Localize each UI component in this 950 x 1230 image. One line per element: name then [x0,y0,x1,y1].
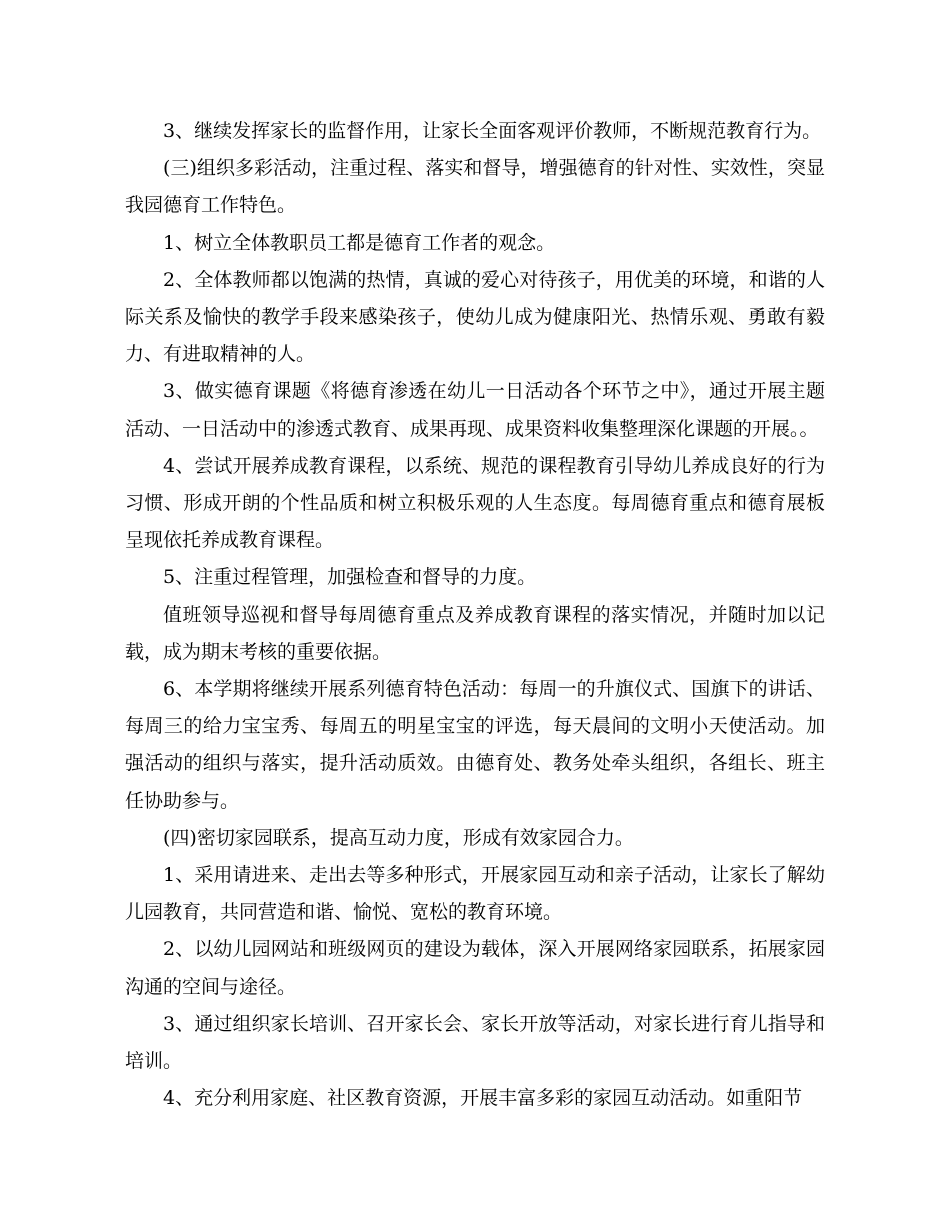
paragraph: 值班领导巡视和督导每周德育重点及养成教育课程的落实情况，并随时加以记载，成为期末考核的重要依据。 [125,603,825,663]
paragraph: 4、尝试开展养成教育课程，以系统、规范的课程教育引导幼儿养成良好的行为习惯、形成开朗的个性品质和树立积极乐观的人生态度。每周德育重点和德育展板呈现依托养成教育课程。 [125,454,825,552]
paragraph: 6、本学期将继续开展系列德育特色活动：每周一的升旗仪式、国旗下的讲话、每周三的给力宝宝秀、每周五的明星宝宝的评选，每天晨间的文明小天使活动。加强活动的组织与落实，提升活动质效。由德育处、教务处牵头组织，各组长、班主任协助参与。 [125,678,825,812]
paragraph: 5、注重过程管理，加强检查和督导的力度。 [163,566,537,589]
paragraph: 3、通过组织家长培训、召开家长会、家长开放等活动，对家长进行育儿指导和培训。 [125,1012,825,1073]
paragraph: 4、充分利用家庭、社区教育资源，开展丰富多彩的家园互动活动。如重阳节 [163,1087,803,1110]
paragraph: 2、全体教师都以饱满的热情，真诚的爱心对待孩子，用优美的环境，和谐的人际关系及愉快的教学手段来感染孩子，使幼儿成为健康阳光、热情乐观、勇敢有毅力、有进取精神的人。 [125,268,825,366]
section-heading: (三)组织多彩活动，注重过程、落实和督导，增强德育的针对性、实效性，突显我园德育工作特色。 [125,157,825,217]
paragraph: 1、树立全体教职员工都是德育工作者的观念。 [163,231,556,254]
section-heading: (四)密切家园联系，提高互动力度，形成有效家园合力。 [163,826,634,849]
paragraph: 2、以幼儿园网站和班级网页的建设为载体，深入开展网络家园联系，拓展家园沟通的空间与途径。 [125,938,825,998]
document-body [125,113,825,1117]
paragraph: 1、采用请进来、走出去等多种形式，开展家园互动和亲子活动，让家长了解幼儿园教育，共同营造和谐、愉悦、宽松的教育环境。 [125,864,825,924]
paragraph: 3、做实德育课题《将德育渗透在幼儿一日活动各个环节之中》，通过开展主题活动、一日活动中的渗透式教育、成果再现、成果资料收集整理深化课题的开展。。 [125,380,825,440]
paragraph: 3、继续发挥家长的监督作用，让家长全面客观评价教师，不断规范教育行为。 [163,120,822,142]
